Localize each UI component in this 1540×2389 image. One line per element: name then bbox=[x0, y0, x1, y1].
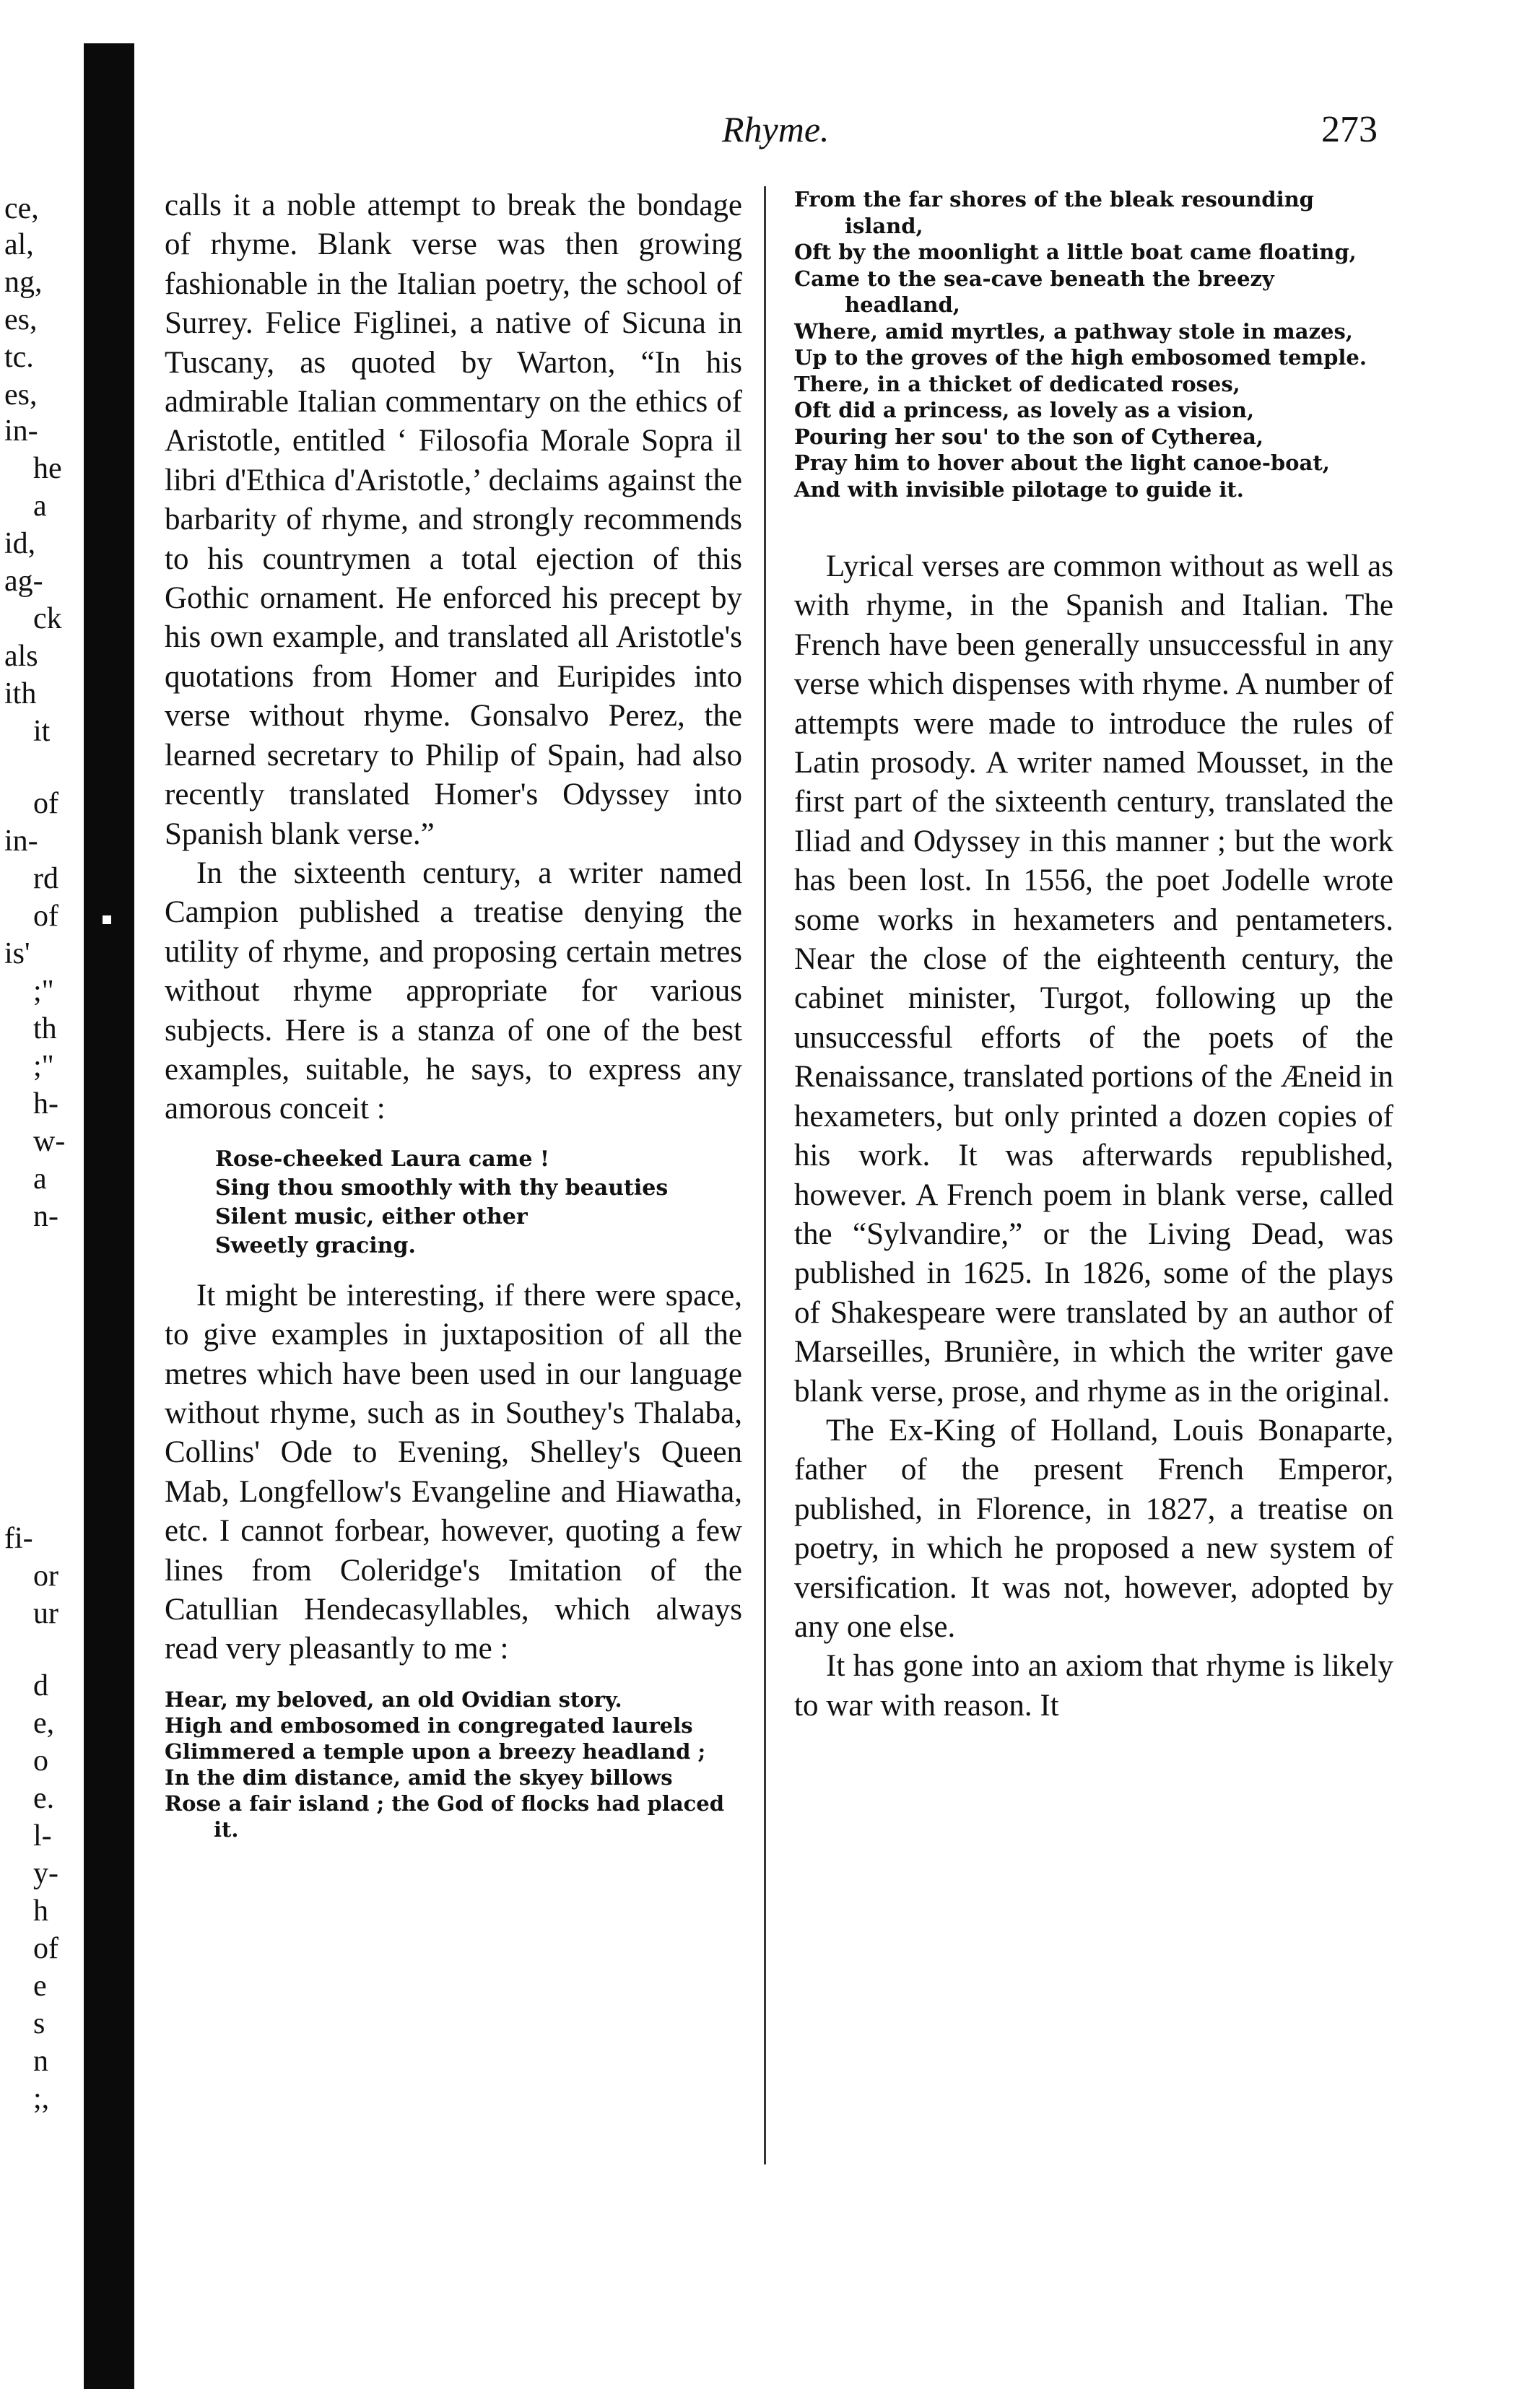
margin-fragment: a bbox=[33, 489, 47, 523]
poem-line: Glimmered a temple upon a breezy headland ; bbox=[165, 1739, 706, 1764]
margin-fragment: ;" bbox=[33, 1050, 54, 1083]
previous-page-margin bbox=[0, 0, 81, 2389]
right-paragraph-1: Lyrical verses are common without as well as with rhyme, in the Spanish and Italian. The French have been generally unsuccessful in any verse which dispenses with rhyme. A number of attempts were made to introduce the rules of Latin prosody. A writer named Mousset, in the first part of the sixteenth century, translated the Iliad and Odyssey in this manner ; but the work has been lost. In 1556, the poet Jodelle wrote some works in hexameters and pentameters. Near the close of the eighteenth century, the cabinet minister, Turgot, following up the unsuccessful efforts of the poets of the Renaissance, translated portions of the Æneid in hexameters, but only printed a dozen copies of his work. It was afterwards republished, however. A French poem in blank verse, called the “Sylvandire,” or the Living Dead, was published in 1625. In 1826, some of the plays of Shakespeare were translated by an author of Marseilles, Brunière, in which the writer gave blank verse, prose, and rhyme as in the original. bbox=[794, 549, 1393, 1409]
margin-fragment: s bbox=[33, 2007, 45, 2040]
poem-line: Oft did a princess, as lovely as a vision, bbox=[794, 398, 1255, 422]
margin-fragment: ;" bbox=[33, 975, 54, 1008]
scan-speck bbox=[103, 915, 111, 924]
poem-line: Up to the groves of the high embosomed temple. bbox=[794, 345, 1367, 370]
margin-fragment: or bbox=[33, 1559, 58, 1593]
margin-fragment: in- bbox=[4, 824, 38, 858]
margin-fragment: n bbox=[33, 2045, 48, 2078]
margin-fragment: fi- bbox=[4, 1522, 33, 1555]
margin-fragment: als bbox=[4, 640, 38, 673]
poem-line: Pray him to hover about the light canoe-boat, bbox=[794, 451, 1330, 475]
margin-fragment: o bbox=[33, 1744, 48, 1777]
margin-fragment: al, bbox=[4, 228, 34, 261]
right-column bbox=[794, 186, 1393, 1726]
poem-line: In the dim distance, amid the skyey billows bbox=[165, 1764, 673, 1790]
margin-fragment: of bbox=[33, 787, 58, 820]
poem-line: There, in a thicket of dedicated roses, bbox=[794, 371, 1240, 396]
margin-fragment: tc. bbox=[4, 341, 34, 374]
page-number: 273 bbox=[1321, 109, 1378, 150]
poem-line: From the far shores of the bleak resounding island, bbox=[794, 187, 1314, 238]
poem-line: And with invisible pilotage to guide it. bbox=[794, 477, 1244, 502]
left-column bbox=[165, 186, 742, 1842]
margin-fragment: e. bbox=[33, 1782, 55, 1815]
left-paragraph-1: calls it a noble attempt to break the bondage of rhyme. Blank verse was then growing fashionable in the Italian poetry, the school of Surrey. Felice Figlinei, a native of Sicuna in Tuscany, as quoted by Warton, “In his admirable Italian commentary on the ethics of Aristotle, entitled ‘ Filosofia Morale Sopra il libri d'Ethica d'Aristotle,’ declaims against the barbarity of rhyme, and strongly recommends to his countrymen a total ejection of this Gothic ornament. He enforced his precept by his own example, and translated all Aristotle's quotations from Homer and Euripides into verse without rhyme. Gonsalvo Perez, the learned secretary to Philip of Spain, had also recently translated Homer's Odyssey into Spanish blank verse.” bbox=[165, 188, 742, 851]
campion-stanza bbox=[215, 1145, 742, 1261]
margin-fragment: ce, bbox=[4, 192, 39, 225]
margin-fragment: it bbox=[33, 715, 51, 748]
poem-line: High and embosomed in congregated laurels bbox=[165, 1713, 693, 1738]
coleridge-poem-part-1 bbox=[165, 1687, 742, 1842]
margin-fragment: y- bbox=[33, 1857, 58, 1890]
poem-line: Came to the sea-cave beneath the breezy headland, bbox=[794, 266, 1274, 317]
poem-line: Where, amid myrtles, a pathway stole in mazes, bbox=[794, 318, 1353, 344]
column-rule bbox=[764, 186, 766, 2164]
margin-fragment: e bbox=[33, 1970, 47, 2003]
margin-fragment: d bbox=[33, 1669, 48, 1702]
margin-fragment: he bbox=[33, 452, 62, 485]
margin-fragment: rd bbox=[33, 862, 58, 895]
poem-line: Rose a fair island ; the God of flocks had placed it. bbox=[165, 1790, 725, 1842]
poem-line: Oft by the moonlight a little boat came floating, bbox=[794, 240, 1357, 264]
margin-fragment: ck bbox=[33, 602, 62, 635]
margin-fragment: ur bbox=[33, 1597, 58, 1630]
left-paragraph-3: It might be interesting, if there were space, to give examples in juxtaposition of all the metres which have been used in our language without rhyme, such as in Southey's Thalaba, Collins' Ode to Evening, Shelley's Queen Mab, Longfellow's Evangeline and Hiawatha, etc. I cannot forbear, however, quoting a few lines from Coleridge's Imitation of the Catullian Hendecasyllables, which always read very pleasantly to me : bbox=[165, 1278, 742, 1666]
left-paragraph-2: In the sixteenth century, a writer named Campion published a treatise denying the utility of rhyme, and proposing certain metres without rhyme appropriate for various subjects. Here is a stanza of one of the best examples, suitable, he says, to express any amorous conceit : bbox=[165, 856, 742, 1126]
margin-fragment: a bbox=[33, 1162, 47, 1196]
margin-fragment: h- bbox=[33, 1087, 58, 1120]
margin-fragment: ng, bbox=[4, 266, 43, 299]
margin-fragment: is' bbox=[4, 937, 30, 970]
poem-line: Sing thou smoothly with thy beauties bbox=[215, 1175, 669, 1201]
running-head: Rhyme. bbox=[722, 109, 830, 149]
margin-fragment: es, bbox=[4, 378, 38, 412]
margin-fragment: ith bbox=[4, 677, 37, 710]
margin-fragment: n- bbox=[33, 1200, 58, 1233]
margin-fragment: es, bbox=[4, 303, 38, 336]
poem-line: Rose-cheeked Laura came ! bbox=[215, 1146, 550, 1172]
margin-fragment: th bbox=[33, 1012, 57, 1045]
poem-line: Hear, my beloved, an old Ovidian story. bbox=[165, 1687, 622, 1712]
margin-fragment: l- bbox=[33, 1819, 52, 1853]
margin-fragment: ag- bbox=[4, 565, 43, 598]
margin-fragment: in- bbox=[4, 414, 38, 448]
poem-line: Sweetly gracing. bbox=[215, 1232, 416, 1258]
poem-line: Silent music, either other bbox=[215, 1204, 528, 1230]
right-paragraph-3: It has gone into an axiom that rhyme is likely to war with reason. It bbox=[794, 1649, 1393, 1723]
right-paragraph-2: The Ex-King of Holland, Louis Bonaparte, father of the present French Emperor, published, in Florence, in 1827, a treatise on poetry, in which he proposed a new system of versification. It was not, however, adopted by any one else. bbox=[794, 1413, 1393, 1644]
poem-line: Pouring her sou' to the son of Cytherea, bbox=[794, 424, 1263, 449]
margin-fragment: of bbox=[33, 900, 58, 933]
margin-fragment: e, bbox=[33, 1707, 55, 1740]
binding-shadow bbox=[84, 43, 134, 2389]
margin-fragment: id, bbox=[4, 527, 36, 560]
margin-fragment: ;, bbox=[33, 2082, 50, 2115]
margin-fragment: h bbox=[33, 1894, 48, 1928]
margin-fragment: w- bbox=[33, 1125, 66, 1158]
margin-fragment: of bbox=[33, 1932, 58, 1965]
coleridge-poem-part-2 bbox=[794, 186, 1393, 502]
